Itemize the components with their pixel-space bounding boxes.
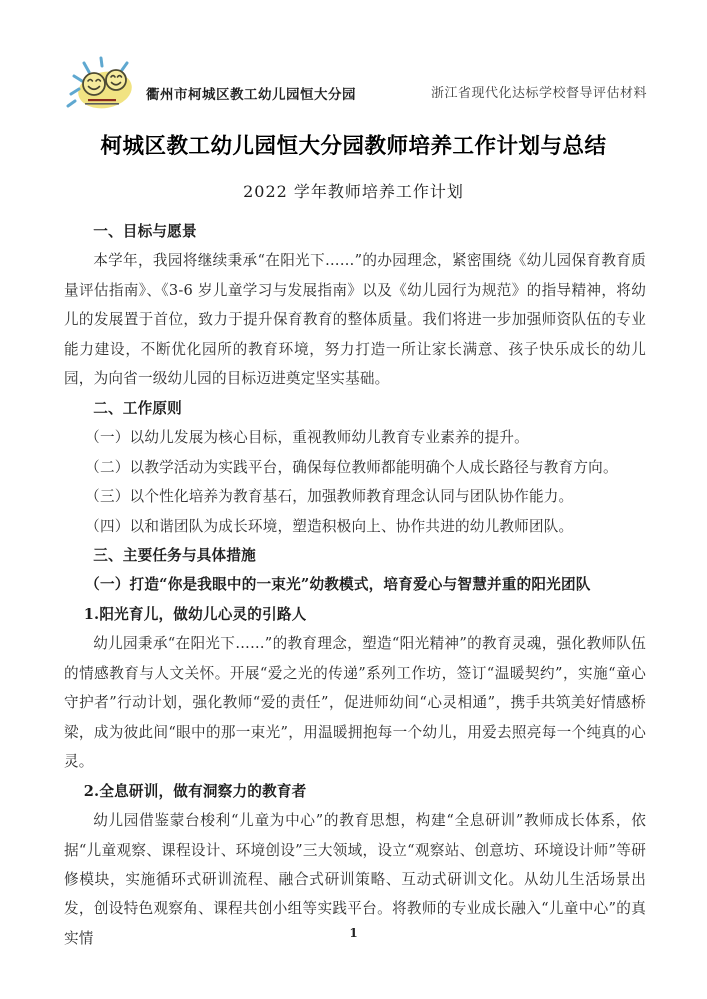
paragraph-goals: 本学年，我园将继续秉承“在阳光下……”的办园理念，紧密围绕《幼儿园保育教育质量评估指南》、《3-6 岁儿童学习与发展指南》以及《幼儿园行为规范》的指导精神，将幼儿的发展置于首位，致力于提升保育教育的整体质量。我们将进一步加强师资队伍的专业能力建设，不断优化园所的教育环境，努力打造一所让家长满意、孩子快乐成长的幼儿园，为向省一级幼儿园的目标迈进奠定坚实基础。 [64,252,646,388]
principle-item-3: （三）以个性化培养为教育基石，加强教师教育理念认同与团队协作能力。 [85,488,574,506]
task-point-1-title: 1.阳光育儿，做幼儿心灵的引路人 [83,605,307,623]
principle-item-1: （一）以幼儿发展为核心目标，重视教师幼儿教育专业素养的提升。 [85,429,529,447]
document-subtitle: 2022 学年教师培养工作计划 [243,182,464,201]
header-left [64,56,356,114]
section-heading-principles: 二、工作原则 [93,399,182,417]
header-school-name: 衢州市柯城区教工幼儿园恒大分园 [146,87,356,103]
kindergarten-sun-smiley-logo-icon [64,56,144,114]
task-point-2-title: 2.全息研训，做有洞察力的教育者 [83,782,307,800]
document-body [64,217,646,953]
section-heading-goals: 一、目标与愿景 [93,223,197,240]
section-heading-tasks: 三、主要任务与具体措施 [93,546,256,564]
page-number: 1 [349,926,358,940]
task-subheading-sunshine-team: （一）打造“你是我眼中的一束光”幼教模式，培育爱心与智慧并重的阳光团队 [85,576,591,594]
task-point-2-paragraph: 幼儿园借鉴蒙台梭利“儿童为中心”的教育思想，构建“全息研训”教师成长体系，依据“儿童观察、课程设计、环境创设”三大领域，设立“观察站、创意坊、环境设计师”等研修模块，实施循环式研训流程、融合式研训策略、互动式研训文化。从幼儿生活场景出发，创设特色观察角、课程共创小组等实践平台。将教师的专业成长融入“儿童中心”的真实情 [64,812,646,947]
principle-item-2: （二）以教学活动为实践平台，确保每位教师都能明确个人成长路径与教育方向。 [85,458,618,476]
page-header [64,56,647,114]
task-point-1-paragraph: 幼儿园秉承“在阳光下……”的教育理念，塑造“阳光精神”的教育灵魂，强化教师队伍的情感教育与人文关怀。开展“爱之光的传递”系列工作坊，签订“温暖契约”，实施“童心守护者”行动计划，强化教师“爱的责任”，促进师幼间“心灵相通”，携手共筑美好情感桥梁，成为彼此间“眼中的那一束光”，用温暖拥抱每一个幼儿，用爱去照亮每一个纯真的心灵。 [64,635,646,771]
principle-item-4: （四）以和谐团队为成长环境，塑造积极向上、协作共进的幼儿教师团队。 [85,517,574,535]
document-title: 柯城区教工幼儿园恒大分园教师培养工作计划与总结 [100,134,607,159]
header-evaluation-label: 浙江省现代化达标学校督导评估材料 [430,86,647,101]
